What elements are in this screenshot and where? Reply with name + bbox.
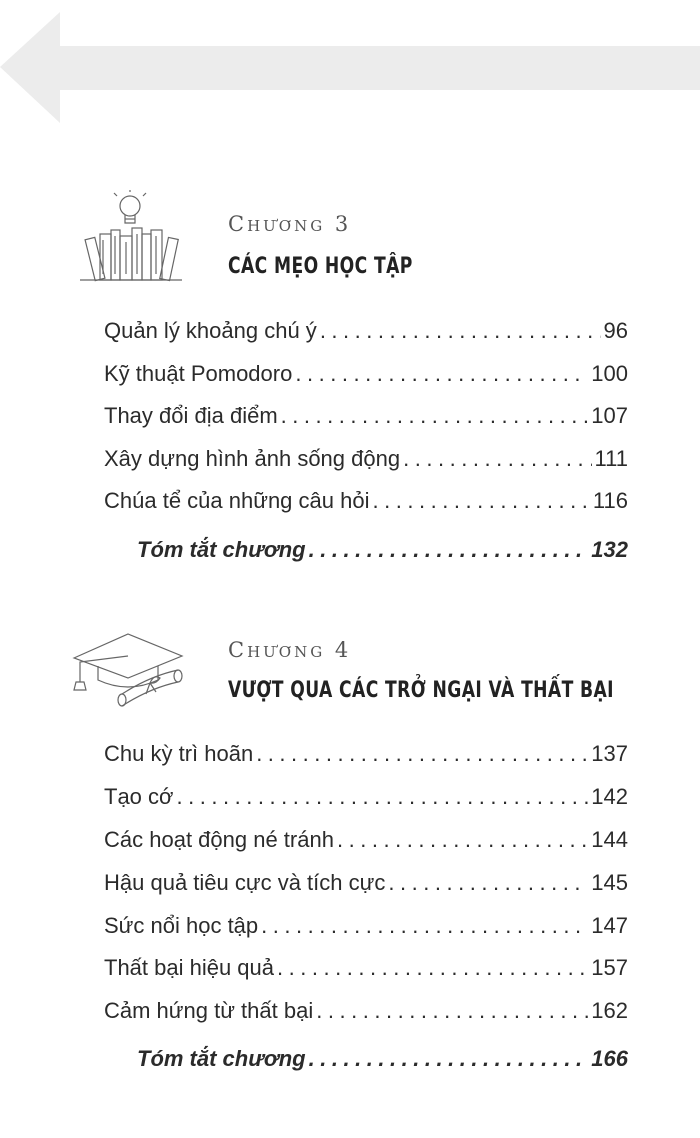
dot-leader <box>316 995 588 1027</box>
toc-entry-page: 107 <box>591 403 628 428</box>
toc-entry[interactable] <box>104 952 628 984</box>
dot-leader <box>281 400 589 432</box>
toc-summary-title: Tóm tắt chương <box>137 537 306 562</box>
toc-entry-page: 162 <box>591 998 628 1023</box>
toc-entry[interactable] <box>104 358 628 390</box>
toc-entry-title: Kỹ thuật Pomodoro <box>104 361 293 386</box>
toc-entry-page: 116 <box>592 488 628 513</box>
dot-leader <box>295 358 588 390</box>
dot-leader <box>176 781 588 813</box>
toc-entry[interactable] <box>104 485 628 517</box>
books-lightbulb-icon <box>70 190 190 285</box>
toc-entry-title: Các hoạt động né tránh <box>104 827 334 852</box>
chapter-label: Chương 3 <box>228 212 352 236</box>
toc-entry-title: Hậu quả tiêu cực và tích cực <box>104 870 386 895</box>
chapter-title: VƯỢT QUA CÁC TRỞ NGẠI VÀ THẤT BẠI <box>228 678 614 703</box>
toc-entry-title: Thay đổi địa điểm <box>104 403 278 428</box>
toc-entry[interactable] <box>104 400 628 432</box>
toc-entry-page: 96 <box>603 318 628 343</box>
toc-summary-entry[interactable] <box>137 534 628 566</box>
toc-entry-title: Sức nổi học tập <box>104 913 259 938</box>
toc-summary-title: Tóm tắt chương <box>137 1046 306 1071</box>
toc-entry-page: 144 <box>591 827 628 852</box>
toc-summary-page: 166 <box>591 1046 628 1071</box>
chapter-label: Chương 4 <box>228 638 352 662</box>
toc-entry-title: Xây dựng hình ảnh sống động <box>104 446 401 471</box>
dot-leader <box>261 910 588 942</box>
toc-entry[interactable] <box>104 995 628 1027</box>
toc-entry-title: Quản lý khoảng chú ý <box>104 318 317 343</box>
toc-summary-page: 132 <box>591 537 628 562</box>
toc-entry-title: Chúa tể của những câu hỏi <box>104 488 370 513</box>
toc-entry-page: 142 <box>591 784 628 809</box>
toc-entry-title: Chu kỳ trì hoãn <box>104 741 254 766</box>
dot-leader <box>388 867 588 899</box>
toc-entry-page: 145 <box>591 870 628 895</box>
toc-entry[interactable] <box>104 781 628 813</box>
toc-summary-entry[interactable] <box>137 1043 628 1075</box>
toc-entry-page: 111 <box>594 446 628 471</box>
toc-entry[interactable] <box>104 824 628 856</box>
toc-entry-title: Thất bại hiệu quả <box>104 955 275 980</box>
toc-entry-page: 157 <box>591 955 628 980</box>
toc-entry[interactable] <box>104 910 628 942</box>
dot-leader <box>309 1043 589 1075</box>
dot-leader <box>309 534 589 566</box>
toc-entry-page: 100 <box>591 361 628 386</box>
graduation-cap-diploma-icon <box>70 628 195 713</box>
toc-entry[interactable] <box>104 443 628 475</box>
dot-leader <box>256 738 588 770</box>
toc-entry-title: Cảm hứng từ thất bại <box>104 998 314 1023</box>
chapter-title: CÁC MẸO HỌC TẬP <box>228 254 413 279</box>
dot-leader <box>277 952 588 984</box>
toc-entry-page: 137 <box>591 741 628 766</box>
dot-leader <box>337 824 588 856</box>
toc-entry-title: Tạo cớ <box>104 784 174 809</box>
back-arrow-icon[interactable] <box>0 0 700 125</box>
dot-leader <box>320 315 601 347</box>
toc-entry[interactable] <box>104 867 628 899</box>
toc-entry[interactable] <box>104 315 628 347</box>
dot-leader <box>372 485 589 517</box>
toc-entry-page: 147 <box>591 913 628 938</box>
toc-entry[interactable] <box>104 738 628 770</box>
dot-leader <box>403 443 591 475</box>
